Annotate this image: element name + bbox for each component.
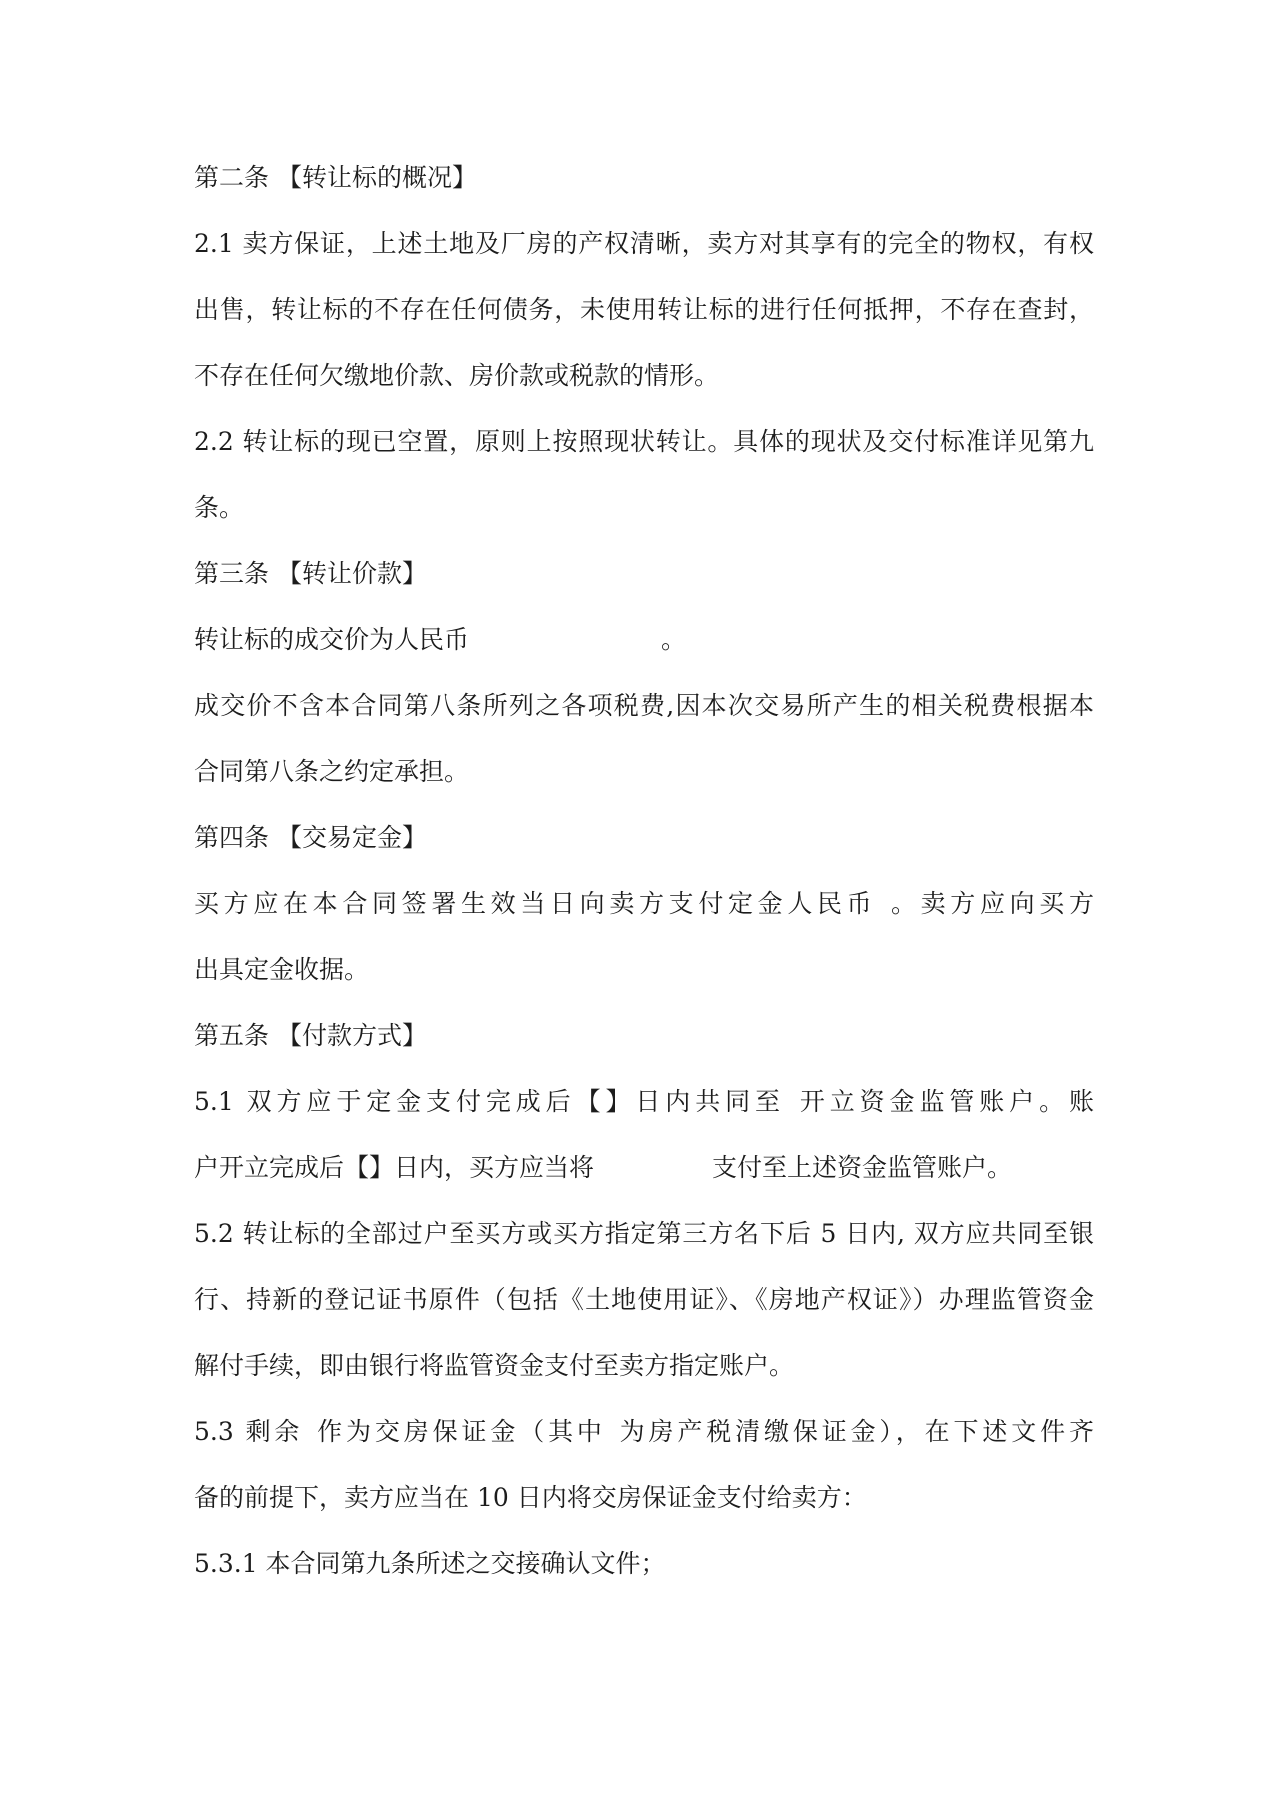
tax-line-1: 成交价不含本合同第八条所列之各项税费,因本次交易所产生的相关税费根据本 xyxy=(194,691,1094,720)
clause-5-1-text-d: 支付至上述资金监管账户。 xyxy=(712,1153,1013,1182)
clause-2-1-line-1: 2.1 卖方保证，上述土地及厂房的产权清晰，卖方对其享有的完全的物权，有权 xyxy=(194,229,1094,258)
clause-2-1-line-2: 出售，转让标的不存在任何债务，未使用转让标的进行任何抵押，不存在查封， xyxy=(194,295,1094,324)
price-text: 转让标的成交价为人民币 xyxy=(194,625,470,654)
clause-2-1-line-3: 不存在任何欠缴地价款、房价款或税款的情形。 xyxy=(194,361,720,390)
clause-2-2-line-1: 2.2 转让标的现已空置，原则上按照现状转让。具体的现状及交付标准详见第九 xyxy=(194,427,1094,456)
deposit-line-1 xyxy=(194,884,1094,924)
deposit-text: 买方应在本合同签署生效当日向卖方支付定金人民币 xyxy=(194,889,877,918)
article-3-heading: 第三条 【转让价款】 xyxy=(194,559,427,588)
clause-5-1-text-b: 开立资金监管账户。账 xyxy=(794,1087,1094,1116)
deposit-text-end: 。卖方应向买方 xyxy=(886,889,1094,918)
clause-5-1-line-2 xyxy=(194,1148,1012,1188)
article-4-heading: 第四条 【交易定金】 xyxy=(194,823,427,852)
clause-5-3-text-b: 作为交房保证金（其中 xyxy=(313,1417,606,1446)
clause-5-2-line-3: 解付手续，即由银行将监管资金支付至卖方指定账户。 xyxy=(194,1351,795,1380)
clause-2-2-line-2: 条。 xyxy=(194,493,245,522)
clause-5-3-text-a: 5.3 剩余 xyxy=(194,1417,304,1446)
article-2-heading: 第二条 【转让标的概况】 xyxy=(194,163,477,192)
price-line xyxy=(194,620,686,660)
tax-line-2: 合同第八条之约定承担。 xyxy=(194,757,470,786)
price-end: 。 xyxy=(661,625,687,654)
clause-5-1-text-a: 5.1 双方应于定金支付完成后【】日内共同至 xyxy=(194,1087,785,1116)
clause-5-3-text-c: 为房产税清缴保证金），在下述文件齐 xyxy=(615,1417,1094,1446)
clause-5-2-line-1: 5.2 转让标的全部过户至买方或买方指定第三方名下后 5 日内, 双方应共同至银 xyxy=(194,1219,1094,1248)
clause-5-1-line-1 xyxy=(194,1082,1094,1122)
deposit-line-2: 出具定金收据。 xyxy=(194,955,370,984)
clause-5-1-text-c: 户开立完成后【】日内，买方应当将 xyxy=(194,1153,595,1182)
clause-5-3-line-1 xyxy=(194,1412,1094,1452)
article-5-heading: 第五条 【付款方式】 xyxy=(194,1021,427,1050)
clause-5-2-line-2: 行、持新的登记证书原件（包括《土地使用证》、《房地产权证》）办理监管资金 xyxy=(194,1285,1094,1314)
clause-5-3-line-2: 备的前提下，卖方应当在 10 日内将交房保证金支付给卖方： xyxy=(194,1483,867,1512)
clause-5-3-1: 5.3.1 本合同第九条所述之交接确认文件； xyxy=(194,1549,666,1578)
